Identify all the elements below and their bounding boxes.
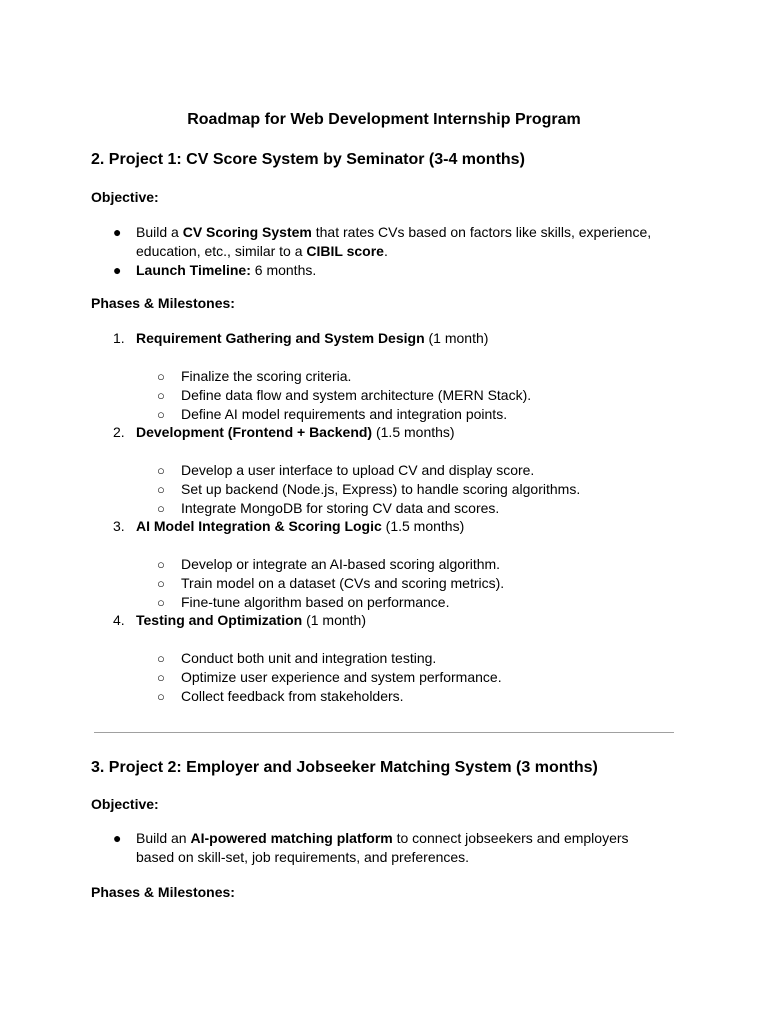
bullet-text: that rates CVs based on factors like skills, experience, education, etc., similar to a bbox=[136, 224, 652, 259]
phase-duration: (1 month) bbox=[424, 330, 489, 346]
bullet-text: 6 months. bbox=[250, 262, 317, 278]
sub-bullet-marker: ○ bbox=[157, 388, 165, 403]
task-text: Train model on a dataset (CVs and scoring metrics). bbox=[181, 575, 505, 591]
bullet-text: Build a bbox=[136, 224, 183, 240]
list-item bbox=[0, 555, 768, 574]
project2-phases-label: Phases & Milestones: bbox=[91, 884, 235, 900]
task-text: Develop or integrate an AI-based scoring algorithm. bbox=[181, 556, 501, 572]
list-item bbox=[0, 367, 768, 386]
phase-duration: (1.5 months) bbox=[372, 424, 455, 440]
document-title: Roadmap for Web Development Internship Program bbox=[187, 111, 581, 128]
sub-bullet-marker: ○ bbox=[157, 482, 165, 497]
sub-bullet-marker: ○ bbox=[157, 576, 165, 591]
bullet-marker: ● bbox=[113, 262, 122, 278]
project2-objective-list bbox=[0, 829, 768, 867]
sub-bullet-marker: ○ bbox=[157, 651, 165, 666]
list-item bbox=[0, 261, 656, 280]
phase-number: 1. bbox=[113, 330, 125, 346]
phase-duration: (1.5 months) bbox=[381, 518, 465, 534]
phase-tasks bbox=[0, 367, 768, 424]
list-item bbox=[0, 386, 768, 405]
task-text: Set up backend (Node.js, Express) to handle scoring algorithms. bbox=[181, 481, 581, 497]
list-item bbox=[0, 499, 768, 518]
task-text: Integrate MongoDB for storing CV data and scores. bbox=[181, 500, 500, 516]
project1-objective-list bbox=[0, 223, 768, 280]
phase-title: Development (Frontend + Backend) bbox=[136, 424, 373, 440]
list-item bbox=[0, 668, 768, 687]
phase-title: AI Model Integration & Scoring Logic bbox=[136, 518, 382, 534]
project1-heading: 2. Project 1: CV Score System by Seminator (3-4 months) bbox=[91, 151, 525, 168]
bullet-bold-text: AI-powered matching platform bbox=[190, 830, 393, 846]
list-item bbox=[0, 405, 768, 424]
phase-title: Requirement Gathering and System Design bbox=[136, 330, 425, 346]
bullet-text: . bbox=[383, 243, 388, 259]
project1-objective-label: Objective: bbox=[91, 189, 159, 205]
phase-tasks bbox=[0, 461, 768, 518]
task-text: Define data flow and system architecture (MERN Stack). bbox=[181, 387, 532, 403]
task-text: Define AI model requirements and integration points. bbox=[181, 406, 508, 422]
bullet-bold-text: CIBIL score bbox=[306, 243, 384, 259]
sub-bullet-marker: ○ bbox=[157, 557, 165, 572]
project2-heading: 3. Project 2: Employer and Jobseeker Matching System (3 months) bbox=[91, 759, 598, 776]
sub-bullet-marker: ○ bbox=[157, 689, 165, 704]
list-item bbox=[0, 574, 768, 593]
list-item bbox=[0, 829, 656, 867]
sub-bullet-marker: ○ bbox=[157, 463, 165, 478]
task-text: Conduct both unit and integration testing. bbox=[181, 650, 437, 666]
project1-phases-label: Phases & Milestones: bbox=[91, 295, 235, 311]
sub-bullet-marker: ○ bbox=[157, 407, 165, 422]
list-item bbox=[0, 649, 768, 668]
bullet-bold-text: CV Scoring System bbox=[182, 224, 312, 240]
list-item bbox=[0, 687, 768, 706]
bullet-bold-text: Launch Timeline: bbox=[136, 262, 251, 278]
phase-number: 3. bbox=[113, 518, 125, 534]
horizontal-divider bbox=[94, 732, 674, 733]
sub-bullet-marker: ○ bbox=[157, 369, 165, 384]
bullet-text: Build an bbox=[136, 830, 191, 846]
bullet-marker: ● bbox=[113, 224, 122, 240]
phase-tasks bbox=[0, 649, 768, 706]
phase-number: 4. bbox=[113, 612, 125, 628]
bullet-text: to connect jobseekers and employers based on skill-set, job requirements, and preferences. bbox=[136, 830, 629, 865]
sub-bullet-marker: ○ bbox=[157, 595, 165, 610]
bullet-marker: ● bbox=[113, 830, 122, 846]
task-text: Develop a user interface to upload CV and display score. bbox=[181, 462, 535, 478]
task-text: Fine-tune algorithm based on performance. bbox=[181, 594, 450, 610]
sub-bullet-marker: ○ bbox=[157, 501, 165, 516]
task-text: Finalize the scoring criteria. bbox=[181, 368, 352, 384]
list-item bbox=[0, 223, 656, 261]
sub-bullet-marker: ○ bbox=[157, 670, 165, 685]
list-item bbox=[0, 461, 768, 480]
phase-tasks bbox=[0, 555, 768, 612]
task-text: Collect feedback from stakeholders. bbox=[181, 688, 404, 704]
list-item bbox=[0, 593, 768, 612]
phase-duration: (1 month) bbox=[302, 612, 366, 628]
project2-objective-label: Objective: bbox=[91, 796, 159, 812]
task-text: Optimize user experience and system performance. bbox=[181, 669, 502, 685]
phase-title: Testing and Optimization bbox=[136, 612, 303, 628]
phase-number: 2. bbox=[113, 424, 125, 440]
list-item bbox=[0, 480, 768, 499]
